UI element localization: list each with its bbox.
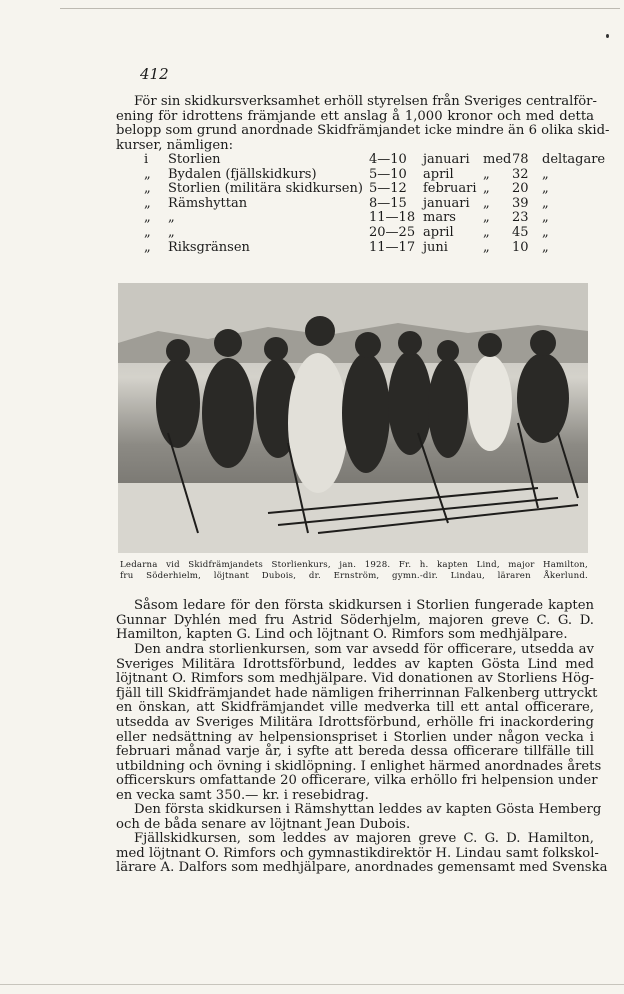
body-line: februari månad varje år, i syfte att bereda dessa officerare tillfälle till [116, 744, 594, 760]
course-prefix: „ [144, 181, 151, 197]
course-place: „ [168, 210, 175, 226]
course-count: 10 [512, 239, 529, 255]
course-count: 23 [512, 210, 529, 226]
body-line: eller nedsättning av helpensionspriset i Storlien under någon vecka i [116, 729, 594, 745]
course-month: januari [423, 152, 470, 167]
course-list [144, 152, 606, 255]
photo-caption [120, 560, 588, 581]
body-line: Hamilton, kapten G. Lind och löjtnant O. Rimfors som medhjälpare. [116, 627, 568, 643]
course-row [144, 226, 594, 241]
course-med: „ [483, 195, 490, 211]
course-month: mars [423, 210, 456, 226]
course-month: april [423, 166, 454, 182]
course-row [144, 182, 594, 197]
body-line: officerskurs omfattande 20 officerare, vilka erhöllo fri helpension under [116, 773, 598, 789]
course-dates: 11—18 [369, 210, 416, 226]
course-row [144, 241, 594, 256]
top-rule [60, 8, 620, 9]
course-unit: „ [542, 166, 549, 182]
course-place: Storlien (militära skidkursen) [168, 181, 363, 197]
course-med: med [483, 152, 512, 167]
course-row [144, 211, 594, 226]
course-prefix: i [144, 152, 149, 167]
course-count: 32 [512, 166, 529, 182]
body-line: en önskan, att Skidfrämjandet ville medverka till ett antal officerare, [116, 700, 594, 716]
course-prefix: „ [144, 224, 151, 240]
intro-paragraph [116, 94, 610, 153]
course-prefix: „ [144, 166, 151, 182]
bottom-rule [0, 984, 624, 985]
course-place: Bydalen (fjällskidkurs) [168, 166, 317, 182]
paragraph-ramshyttan [116, 802, 602, 832]
course-count: 39 [512, 195, 529, 211]
caption-line: fru Söderhielm, löjtnant Dubois, dr. Ernström, gymn.-dir. Lindau, läraren Åkerlund. [120, 570, 588, 581]
course-prefix: „ [144, 195, 151, 211]
course-unit: „ [542, 239, 549, 255]
course-row [144, 168, 594, 183]
body-line: fjäll till Skidfrämjandet hade nämligen friherrinnan Falkenberg uttryckt [116, 685, 598, 701]
course-unit: „ [542, 181, 549, 197]
intro-line: kurser, nämligen: [116, 137, 234, 153]
course-place: Riksgränsen [168, 239, 250, 255]
course-med: „ [483, 166, 490, 182]
body-line: en vecka samt 350.— kr. i resebidrag. [116, 787, 369, 803]
paragraph-mountain-course [116, 831, 608, 876]
body-line: löjtnant O. Rimfors som medhjälpare. Vid donationen av Storliens Hög- [116, 671, 594, 687]
course-dates: 4—10 [369, 152, 407, 167]
course-unit: „ [542, 195, 549, 211]
body-line: Fjällskidkursen, som leddes av majoren greve C. G. D. Hamilton, [134, 831, 594, 846]
course-unit: „ [542, 224, 549, 240]
body-line: Såsom ledare för den första skidkursen i Storlien fungerade kapten [134, 598, 594, 613]
course-month: januari [423, 195, 470, 211]
course-month: april [423, 224, 454, 240]
paragraph-first-course [116, 599, 594, 643]
body-line: utsedda av Sveriges Militära Idrottsförbund, erhölle fri inackordering [116, 714, 594, 730]
course-med: „ [483, 224, 490, 240]
course-unit: „ [542, 210, 549, 226]
course-row [144, 197, 594, 212]
body-line: Den första skidkursen i Rämshyttan leddes av kapten Gösta Hemberg [134, 802, 602, 817]
course-med: „ [483, 210, 490, 226]
course-month: februari [423, 181, 477, 197]
course-dates: 5—12 [369, 181, 407, 197]
course-dates: 8—15 [369, 195, 407, 211]
body-line: Sveriges Militära Idrottsförbund, leddes av kapten Gösta Lind med [116, 656, 594, 672]
caption-line: Ledarna vid Skidfrämjandets Storlienkurs, jan. 1928. Fr. h. kapten Lind, major Hamilton, [120, 560, 588, 570]
course-month: juni [423, 239, 448, 255]
paragraph-military-course [116, 642, 602, 804]
group-photo [118, 283, 588, 553]
course-count: 78 [512, 152, 529, 167]
page-number: 412 [140, 65, 169, 83]
body-line: med löjtnant O. Rimfors och gymnastikdirektör H. Lindau samt folkskol- [116, 845, 599, 861]
course-prefix: „ [144, 239, 151, 255]
intro-line: För sin skidkursverksamhet erhöll styrelsen från Sveriges centralför- [134, 94, 597, 109]
course-unit: deltagare [542, 152, 606, 167]
course-row [144, 152, 606, 168]
course-count: 45 [512, 224, 529, 240]
body-line: och de båda senare av löjtnant Jean Dubois. [116, 816, 411, 832]
course-place: Rämshyttan [168, 195, 248, 211]
intro-line: ening för idrottens främjande ett anslag å 1,000 kronor och med detta [116, 108, 594, 124]
course-med: „ [483, 181, 490, 197]
course-dates: 5—10 [369, 166, 407, 182]
photo-illustration [118, 283, 588, 553]
course-place: „ [168, 224, 175, 240]
course-prefix: „ [144, 210, 151, 226]
body-line: Gunnar Dyhlén med fru Astrid Söderhjelm, majoren greve C. G. D. [116, 612, 594, 628]
body-line: lärare A. Dalfors som medhjälpare, anordnades gemensamt med Svenska [116, 860, 608, 876]
intro-line: belopp som grund anordnade Skidfrämjandet icke mindre än 6 olika skid- [116, 123, 610, 139]
course-dates: 11—17 [369, 239, 416, 255]
course-med: „ [483, 239, 490, 255]
body-line: Den andra storlienkursen, som var avsedd för officerare, utsedda av [134, 642, 594, 657]
course-place: Storlien [168, 152, 221, 167]
body-line: utbildning och övning i skidlöpning. I enlighet härmed anordnades årets [116, 758, 602, 774]
course-count: 20 [512, 181, 529, 197]
ink-speck [606, 34, 609, 38]
course-dates: 20—25 [369, 224, 416, 240]
